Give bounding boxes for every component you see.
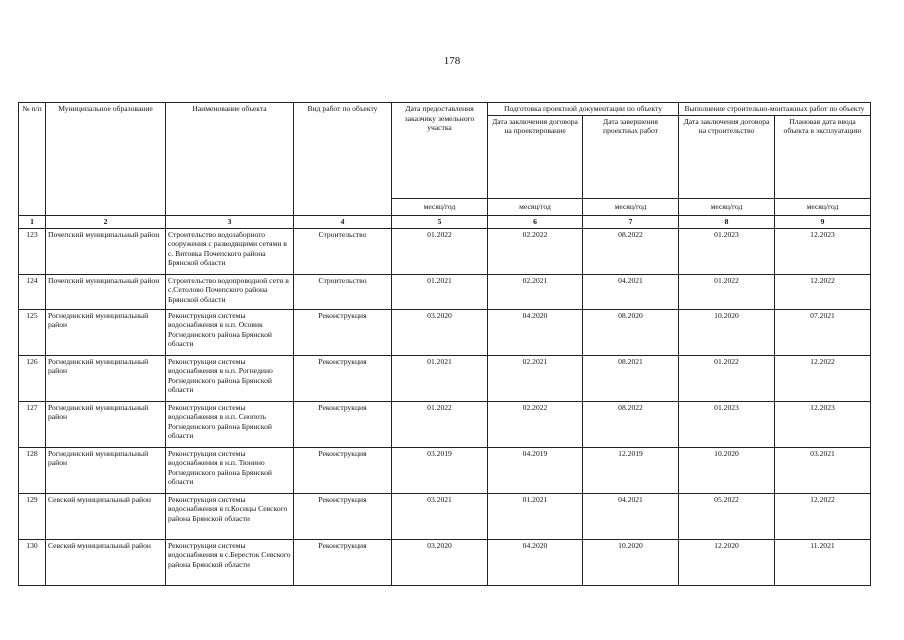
build-contract-date-cell: 10.2020 <box>679 447 775 493</box>
design-finish-date-cell: 04.2021 <box>583 493 679 539</box>
design-finish-date-cell: 10.2020 <box>583 539 679 585</box>
object-name-cell: Реконструкция системы водоснабжения в п.Косицы Севского района Брянской области <box>166 493 294 539</box>
object-name-cell: Строительство водопроводной сети в с.Сетолово Почепского района Брянской области <box>166 274 294 309</box>
unit-label: месяц/год <box>583 198 679 215</box>
build-contract-date-cell: 01.2023 <box>679 228 775 274</box>
unit-label: месяц/год <box>392 198 488 215</box>
table-row <box>19 355 871 401</box>
land-date-cell: 03.2021 <box>392 493 488 539</box>
design-contract-date-cell: 04.2019 <box>488 447 583 493</box>
work-type-cell: Реконструкция <box>294 539 392 585</box>
header-work-type: Вид работ по объекту <box>294 103 392 216</box>
design-contract-date-cell: 02.2022 <box>488 228 583 274</box>
column-number: 3 <box>166 215 294 228</box>
header-row <box>19 103 871 116</box>
design-contract-date-cell: 02.2022 <box>488 401 583 447</box>
commission-date-cell: 03.2021 <box>775 447 871 493</box>
header-object: Наименование объекта <box>166 103 294 216</box>
municipality-cell: Рогнединский муниципальный район <box>46 309 166 355</box>
commission-date-cell: 12.2022 <box>775 274 871 309</box>
header-municipality: Муниципальное образование <box>46 103 166 216</box>
build-contract-date-cell: 01.2022 <box>679 274 775 309</box>
municipality-cell: Рогнединский муниципальный район <box>46 401 166 447</box>
land-date-cell: 03.2020 <box>392 539 488 585</box>
table-row <box>19 493 871 539</box>
column-number: 1 <box>19 215 46 228</box>
municipality-cell: Севский муниципальный район <box>46 539 166 585</box>
design-contract-date-cell: 02.2021 <box>488 355 583 401</box>
table-row <box>19 274 871 309</box>
object-name-cell: Реконструкция системы водоснабжения в н.п. Осовик Рогнединского района Брянской области <box>166 309 294 355</box>
build-contract-date-cell: 01.2022 <box>679 355 775 401</box>
header-design-contract: Дата заключения договора на проектирование <box>488 115 583 198</box>
municipality-cell: Почепский муниципальный район <box>46 274 166 309</box>
object-name-cell: Реконструкция системы водоснабжения в н.п. Снопоть Рогнединского района Брянской области <box>166 401 294 447</box>
unit-label: месяц/год <box>488 198 583 215</box>
design-finish-date-cell: 08.2020 <box>583 309 679 355</box>
page-number: 178 <box>443 55 461 67</box>
work-type-cell: Строительство <box>294 274 392 309</box>
column-number: 6 <box>488 215 583 228</box>
table-row <box>19 228 871 274</box>
object-name-cell: Реконструкция системы водоснабжения в с.Бересток Севского района Брянской области <box>166 539 294 585</box>
design-finish-date-cell: 08.2022 <box>583 228 679 274</box>
object-name-cell: Реконструкция системы водоснабжения в н.п. Рогнедино Рогнединского района Брянской области <box>166 355 294 401</box>
design-contract-date-cell: 04.2020 <box>488 309 583 355</box>
table-row <box>19 539 871 585</box>
build-contract-date-cell: 01.2023 <box>679 401 775 447</box>
design-finish-date-cell: 12.2019 <box>583 447 679 493</box>
row-number: 123 <box>19 228 46 274</box>
row-number: 124 <box>19 274 46 309</box>
design-contract-date-cell: 01.2021 <box>488 493 583 539</box>
column-number: 4 <box>294 215 392 228</box>
row-number: 130 <box>19 539 46 585</box>
land-date-cell: 01.2022 <box>392 401 488 447</box>
row-number: 128 <box>19 447 46 493</box>
unit-label: месяц/год <box>775 198 871 215</box>
row-number: 125 <box>19 309 46 355</box>
header-num: № п/п <box>19 103 46 216</box>
design-finish-date-cell: 04.2021 <box>583 274 679 309</box>
header-land-date: Дата предоставления заказчику земельного участка <box>392 103 488 199</box>
object-name-cell: Реконструкция системы водоснабжения в н.п. Тюнино Рогнединского района Брянской области <box>166 447 294 493</box>
column-number: 9 <box>775 215 871 228</box>
header-group-construction: Выполнение строительно-монтажных работ по объекту <box>679 103 871 116</box>
object-name-cell: Строительство водозаборного сооружения с разводящими сетями в с. Витовка Почепского района Брянской области <box>166 228 294 274</box>
municipality-cell: Рогнединский муниципальный район <box>46 447 166 493</box>
land-date-cell: 03.2019 <box>392 447 488 493</box>
land-date-cell: 01.2022 <box>392 228 488 274</box>
table-row <box>19 447 871 493</box>
design-contract-date-cell: 04.2020 <box>488 539 583 585</box>
work-type-cell: Реконструкция <box>294 355 392 401</box>
design-finish-date-cell: 08.2021 <box>583 355 679 401</box>
land-date-cell: 01.2021 <box>392 274 488 309</box>
design-contract-date-cell: 02.2021 <box>488 274 583 309</box>
table-row <box>19 309 871 355</box>
design-finish-date-cell: 08.2022 <box>583 401 679 447</box>
work-type-cell: Строительство <box>294 228 392 274</box>
column-number: 7 <box>583 215 679 228</box>
work-type-cell: Реконструкция <box>294 401 392 447</box>
commission-date-cell: 12.2022 <box>775 355 871 401</box>
column-number: 5 <box>392 215 488 228</box>
table-row <box>19 401 871 447</box>
build-contract-date-cell: 10.2020 <box>679 309 775 355</box>
municipality-cell: Севский муниципальный район <box>46 493 166 539</box>
municipality-cell: Почепский муниципальный район <box>46 228 166 274</box>
registry-table <box>18 102 871 586</box>
row-number: 129 <box>19 493 46 539</box>
header-commission: Плановая дата ввода объекта в эксплуатацию <box>775 115 871 198</box>
column-number: 8 <box>679 215 775 228</box>
row-number: 127 <box>19 401 46 447</box>
header-design-finish: Дата завершения проектных работ <box>583 115 679 198</box>
land-date-cell: 03.2020 <box>392 309 488 355</box>
commission-date-cell: 12.2023 <box>775 401 871 447</box>
column-number-row <box>19 215 871 228</box>
work-type-cell: Реконструкция <box>294 309 392 355</box>
row-number: 126 <box>19 355 46 401</box>
column-number: 2 <box>46 215 166 228</box>
header-group-design: Подготовка проектной документации по объекту <box>488 103 679 116</box>
header-build-contract: Дата заключения договора на строительство <box>679 115 775 198</box>
land-date-cell: 01.2021 <box>392 355 488 401</box>
work-type-cell: Реконструкция <box>294 493 392 539</box>
commission-date-cell: 11.2021 <box>775 539 871 585</box>
build-contract-date-cell: 05.2022 <box>679 493 775 539</box>
work-type-cell: Реконструкция <box>294 447 392 493</box>
commission-date-cell: 07.2021 <box>775 309 871 355</box>
build-contract-date-cell: 12.2020 <box>679 539 775 585</box>
commission-date-cell: 12.2023 <box>775 228 871 274</box>
commission-date-cell: 12.2022 <box>775 493 871 539</box>
unit-label: месяц/год <box>679 198 775 215</box>
municipality-cell: Рогнединский муниципальный район <box>46 355 166 401</box>
